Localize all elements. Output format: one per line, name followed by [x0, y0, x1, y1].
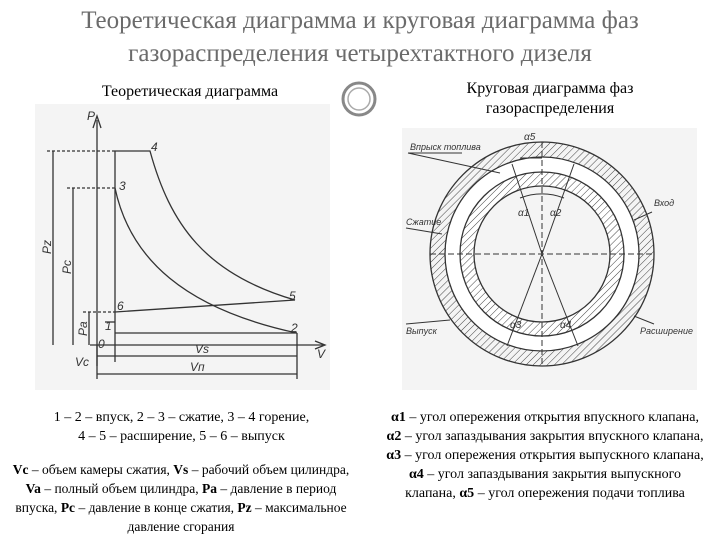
exhaust-label: Выпуск [406, 326, 437, 336]
point-3-label: 3 [119, 179, 126, 193]
title-line-2: газораспределения четырехтактного дизеля [128, 40, 592, 67]
expansion-curve [115, 151, 295, 300]
left-subtitle: Теоретическая диаграмма [101, 83, 279, 100]
angle-desc: – угол опережения открытия впускного клапана, [405, 410, 699, 425]
var-term: Vs [173, 462, 189, 477]
alpha-3-label: α3 [510, 320, 522, 331]
var-desc: – рабочий объем цилиндра, [188, 462, 350, 477]
right-subtitle-line-1: Круговая диаграмма фаз [466, 80, 634, 97]
right-subtitle-line-2: газораспределения [485, 100, 615, 117]
origin-label: 0 [98, 337, 105, 351]
angle-term: α5 [459, 486, 475, 501]
vc-label: Vc [75, 355, 90, 369]
p-axis-label: P [87, 109, 96, 123]
angle-term: α2 [386, 429, 402, 444]
angle-desc: – угол запаздывания закрытия выпускного клапана, [405, 467, 682, 501]
angle-desc: – угол опережения открытия выпускного клапана, [401, 448, 704, 463]
processes-line-2: 4 – 5 – расширение, 5 – 6 – выпуск [78, 429, 285, 444]
circle-ornament-icon [340, 80, 378, 118]
pv-diagram [35, 104, 330, 390]
point-4-label: 4 [151, 140, 158, 154]
angle-desc: – угол запаздывания закрытия впускного клапана, [401, 429, 704, 444]
point-5-label: 5 [289, 289, 296, 303]
var-desc: – полный объем цилиндра, [40, 481, 203, 496]
alpha-4-label: α4 [560, 320, 572, 331]
variables-caption [6, 460, 356, 536]
processes-caption [14, 408, 349, 446]
angle-term: α3 [386, 448, 402, 463]
var-term: Pz [237, 500, 252, 515]
expansion-label: Расширение [640, 326, 693, 336]
slide-title [0, 4, 720, 70]
var-term: Va [25, 481, 41, 496]
right-subtitle [420, 79, 680, 119]
circle-diagram-panel [402, 128, 697, 390]
alpha-2-label: α2 [550, 208, 562, 219]
angles-caption [385, 408, 705, 503]
vs-label: Vs [195, 342, 210, 356]
v-axis-label: V [317, 347, 326, 361]
var-desc: – максимальное давление сгорания [127, 500, 347, 534]
var-term: Vc [12, 462, 29, 477]
pz-label: Pz [40, 239, 54, 254]
pa-label: Pa [76, 321, 90, 336]
var-term: Pa [202, 481, 218, 496]
var-desc: – объем камеры сжатия, [28, 462, 174, 477]
fuel-injection-label: Впрыск топлива [410, 142, 481, 152]
point-2-label: 2 [291, 321, 298, 335]
compression-label: Сжатие [406, 217, 442, 227]
vn-label: Vп [190, 360, 205, 374]
intake-label: Вход [654, 198, 675, 208]
point-6-label: 6 [117, 299, 124, 313]
angle-desc: – угол опережения подачи топлива [474, 486, 685, 501]
pc-label: Pc [60, 259, 74, 274]
var-desc: – давление в конце сжатия, [75, 500, 238, 515]
var-term: Pc [60, 500, 76, 515]
point-1-label: 1 [105, 319, 112, 333]
var-desc: – давление в период впуска, [15, 481, 337, 515]
processes-line-1: 1 – 2 – впуск, 2 – 3 – сжатие, 3 – 4 горение, [53, 410, 310, 425]
circle-diagram [402, 128, 697, 390]
pv-diagram-panel [35, 104, 330, 390]
angle-term: α4 [408, 467, 424, 482]
title-line-1: Теоретическая диаграмма и круговая диаграмма фаз [81, 7, 639, 34]
angle-term: α1 [391, 410, 406, 425]
alpha-1-label: α1 [518, 208, 530, 219]
alpha-5-label: α5 [524, 132, 536, 143]
